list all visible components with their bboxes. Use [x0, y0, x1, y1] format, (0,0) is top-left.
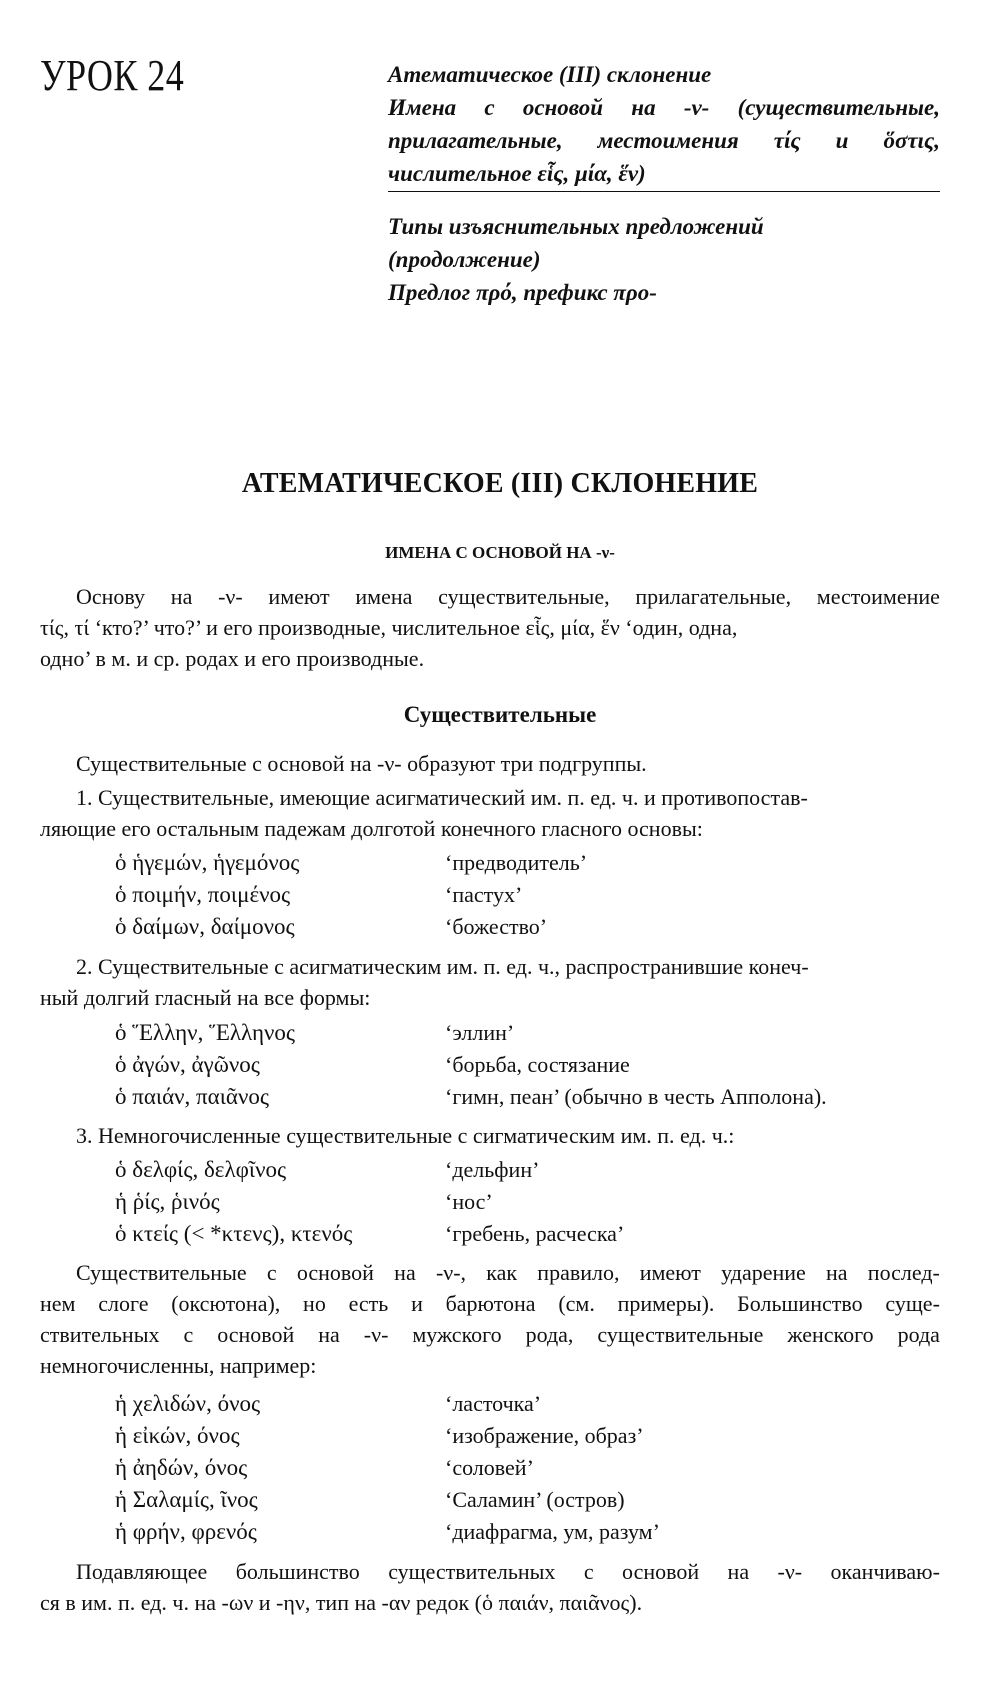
translation: ‘гребень, расческа’	[445, 1221, 625, 1246]
topic-line: Типы изъяснительных предложений	[388, 214, 764, 239]
topic-line: Предлог πρό, префикс προ-	[388, 280, 657, 305]
text-line: нем слоге (оксютона), но есть и барютона (см. примеры). Большинство суще-	[40, 1291, 940, 1316]
translation: ‘дельфин’	[445, 1157, 540, 1182]
translation: ‘Саламин’ (остров)	[445, 1487, 625, 1512]
groups-paragraph	[40, 748, 940, 779]
greek-form: ἡ εἰκών, όνος	[115, 1423, 240, 1448]
translation: ‘эллин’	[445, 1020, 515, 1045]
greek-form: ὁ ἡγεμών, ἡγεμόνος	[115, 850, 300, 875]
text-line: Существительные с основой на -ν-, как правило, имеют ударение на послед-	[76, 1260, 940, 1285]
examples-group-2	[115, 1017, 945, 1113]
text-line: Существительные с основой на -ν- образуют три подгруппы.	[76, 751, 647, 776]
text-line: ляющие его остальным падежам долготой конечного гласного основы:	[40, 816, 703, 841]
translation: ‘ласточка’	[445, 1391, 542, 1416]
topic-line: Атематическое (III) склонение	[388, 62, 712, 87]
example-row	[115, 1484, 945, 1516]
examples-feminine	[115, 1388, 945, 1548]
topic-line: (продолжение)	[388, 247, 541, 272]
text-line: немногочисленны, например:	[40, 1353, 317, 1378]
text-line: одно’ в м. и ср. родах и его производные.	[40, 646, 425, 671]
greek-form: ἡ φρήν, φρενός	[115, 1519, 257, 1544]
example-row	[115, 1388, 945, 1420]
text-line: Основу на -ν- имеют имена существительные, прилагательные, местоимение	[76, 584, 940, 609]
examples-group-1	[115, 847, 945, 943]
text-line: Подавляющее большинство существительных с основой на -ν- оканчиваю-	[76, 1559, 940, 1584]
example-row	[115, 1452, 945, 1484]
example-row	[115, 1186, 945, 1218]
lesson-topics-primary	[388, 58, 940, 190]
translation: ‘нос’	[445, 1189, 493, 1214]
nouns-heading: Существительные	[403, 702, 597, 727]
translation: ‘диафрагма, ум, разум’	[445, 1519, 660, 1544]
greek-form: ὁ κτείς (< *κτενς), κτενός	[115, 1221, 353, 1246]
section-subtitle: ИМЕНА С ОСНОВОЙ НА -ν-	[385, 543, 615, 562]
translation: ‘предводитель’	[445, 850, 588, 875]
example-row	[115, 847, 945, 879]
greek-form: ὁ ποιμήν, ποιμένος	[115, 882, 291, 907]
example-row	[115, 1420, 945, 1452]
greek-form: ὁ ἀγών, ἀγῶνος	[115, 1052, 260, 1077]
greek-form: ὁ παιάν, παιᾶνος	[115, 1084, 269, 1109]
stress-paragraph	[40, 1257, 940, 1381]
greek-form: ἡ ῥίς, ῥινός	[115, 1189, 220, 1214]
text-line: ся в им. п. ед. ч. на -ων и -ην, тип на -αν редок (ὁ παιάν, παιᾶνος).	[40, 1590, 643, 1615]
translation: ‘соловей’	[445, 1455, 534, 1480]
greek-form: ἡ χελιδών, όνος	[115, 1391, 261, 1416]
example-row	[115, 1081, 945, 1113]
greek-form: ὁ Ἕλλην, Ἕλληνος	[115, 1020, 296, 1045]
text-line: 1. Существительные, имеющие асигматический им. п. ед. ч. и противопостав-	[76, 785, 808, 810]
translation: ‘божество’	[445, 914, 548, 939]
lesson-topics-secondary	[388, 210, 940, 309]
example-row	[115, 879, 945, 911]
intro-paragraph	[40, 581, 940, 674]
example-row	[115, 1049, 945, 1081]
translation: ‘гимн, пеан’ (обычно в честь Апполона).	[445, 1084, 827, 1109]
greek-form: ὁ δελφίς, δελφῖνος	[115, 1157, 287, 1182]
text-line: τίς, τί ‘кто?’ что?’ и его производные, числительное εἷς, μία, ἕν ‘один, одна,	[40, 615, 738, 640]
greek-form: ὁ δαίμων, δαίμονος	[115, 914, 295, 939]
translation: ‘борьба, состязание	[445, 1052, 630, 1077]
text-line: ствительных с основой на -ν- мужского рода, существительные женского рода	[40, 1322, 940, 1347]
topic-line: числительное εἷς, μία, ἕν)	[388, 161, 646, 186]
text-line: ный долгий гласный на все формы:	[40, 985, 371, 1010]
greek-form: ἡ ἀηδών, όνος	[115, 1455, 248, 1480]
text-line: 2. Существительные с асигматическим им. п. ед. ч., распространившие конеч-	[76, 954, 809, 979]
examples-group-3	[115, 1154, 945, 1250]
topic-line: Имена с основой на -ν- (существительные,	[388, 95, 940, 120]
group-2-paragraph	[40, 951, 940, 1013]
lesson-number: УРОК 24	[40, 51, 185, 100]
topic-line: прилагательные, местоимения τίς и ὅστις,	[388, 128, 940, 153]
example-row	[115, 1154, 945, 1186]
translation: ‘изображение, образ’	[445, 1423, 644, 1448]
section-title: АТЕМАТИЧЕСКОЕ (III) СКЛОНЕНИЕ	[241, 468, 759, 499]
example-row	[115, 911, 945, 943]
example-row	[115, 1516, 945, 1548]
example-row	[115, 1218, 945, 1250]
group-1-paragraph	[40, 782, 940, 844]
header-divider	[388, 191, 940, 192]
example-row	[115, 1017, 945, 1049]
translation: ‘пастух’	[445, 882, 523, 907]
greek-form: ἡ Σαλαμίς, ῖνος	[115, 1487, 258, 1512]
group-3-paragraph	[40, 1120, 940, 1151]
text-line: 3. Немногочисленные существительные с сигматическим им. п. ед. ч.:	[76, 1123, 735, 1148]
majority-paragraph	[40, 1556, 940, 1618]
